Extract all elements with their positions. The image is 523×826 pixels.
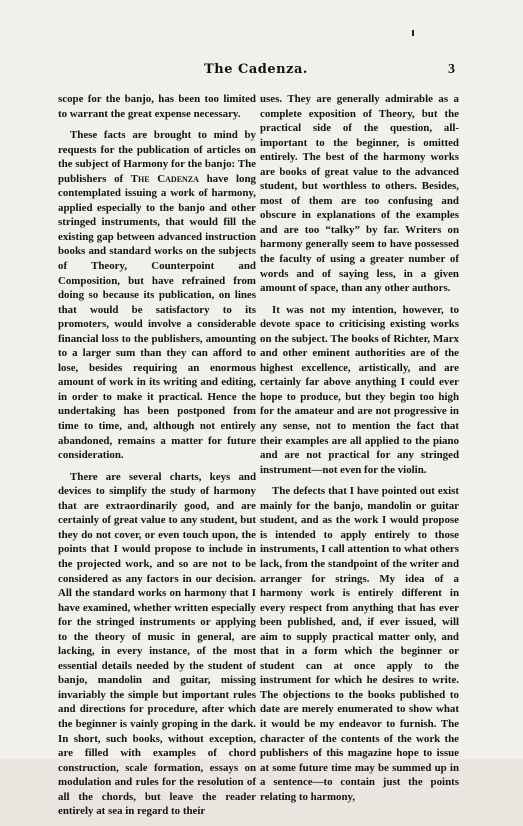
right-column [260,92,459,811]
left-column [58,92,256,826]
paragraph: scope for the banjo, has been too limited to warrant the great expense necessary. [58,93,256,120]
paragraph-text: These facts are brought to mind by requests for the publication of articles on the subject of Harmony for the banjo: The publishers of [58,129,256,185]
page-number: 3 [448,62,455,77]
paragraph: It was not my intention, however, to devote space to criticising existing works on the subject. The books of Richter, Marx and other eminent authorities are of the highest excellence, artistically, and are certainly far above anything I could ever hope to produce, but they begin too high for the amateur and are not progressive in any sense, not to mention the fact that their examples are all applied to the piano and are not practical for any stringed instrument—not even for the violin. [260,303,459,476]
page-header [0,62,523,82]
paragraph: The defects that I have pointed out exist mainly for the banjo, mandolin or guitar student, and as the work I would propose is intended to apply entirely to those instruments, I call attention to what others lack, from the standpoint of the writer and arranger for strings. My idea of a harmony work is entirely different in every respect from anything that has ever been published, and, if ever issued, will aim to supply practical matter only, and that in a form which the beginner or student can at once apply to the instrument for which he desires to write. The objections to the books published to date are merely enumerated to show what it would be my endeavor to furnish. The character of the contents of the work the publishers of this magazine hope to issue at some future time may be summed up in a sentence—to contain just the points relating to harmony, [260,485,459,803]
print-mark [412,30,414,36]
paragraph-text: have long contemplated issuing a work of harmony, applied especially to the banjo and other stringed instruments, that would fill the existing gap between advanced instruction books and standard works on the subjects of Theory, Counterpoint and Composition, but have refrained from doing so because its publication, on lines that would be satisfactory to its promoters, would involve a considerable financial loss to the publishers, amounting to a larger sum than they can afford to lose, besides requiring an enormous amount of work in its writing and editing, in order to make it practical. Hence the undertaking has been postponed from time to time, and, although not entirely abandoned, remains a matter for future consideration. [58,172,256,462]
publication-name: The Cadenza [130,172,199,185]
paragraph [58,128,256,463]
paragraph: uses. They are generally admirable as a complete exposition of Theory, but the practical side of the question, all-important to the beginner, is omitted entirely. The best of the harmony works are books of great value to the advanced student, but worthless to others. Besides, most of them are too confusing and obscure in explanations of the examples and are too “talky” by far. Writers on harmony generally seem to have possessed the faculty of using a greater number of words and of saying less, in a given amount of space, than any other authors. [260,93,459,295]
paragraph: There are several charts, keys and devices to simplify the study of harmony that are extraordinarily good, and are certainly of great value to any student, but they do not cover, or even touch upon, the points that I would propose to include in the projected work, and so are not to be considered as any factors in our decision. All the standard works on harmony that I have examined, whether written especially for the stringed instruments or applying to the theory of music in general, are lacking, in every instance, of the most essential details needed by the student of banjo, mandolin and guitar, missing invariably the simple but important rules and directions for procedure, after which the beginner is vainly groping in the dark. In short, such books, without exception, are filled with examples of chord construction, scale formation, essays on modulation and rules for the resolution of all the chords, but leave the reader entirely at sea in regard to their [58,470,256,818]
journal-title: The Cadenza. [204,62,308,77]
